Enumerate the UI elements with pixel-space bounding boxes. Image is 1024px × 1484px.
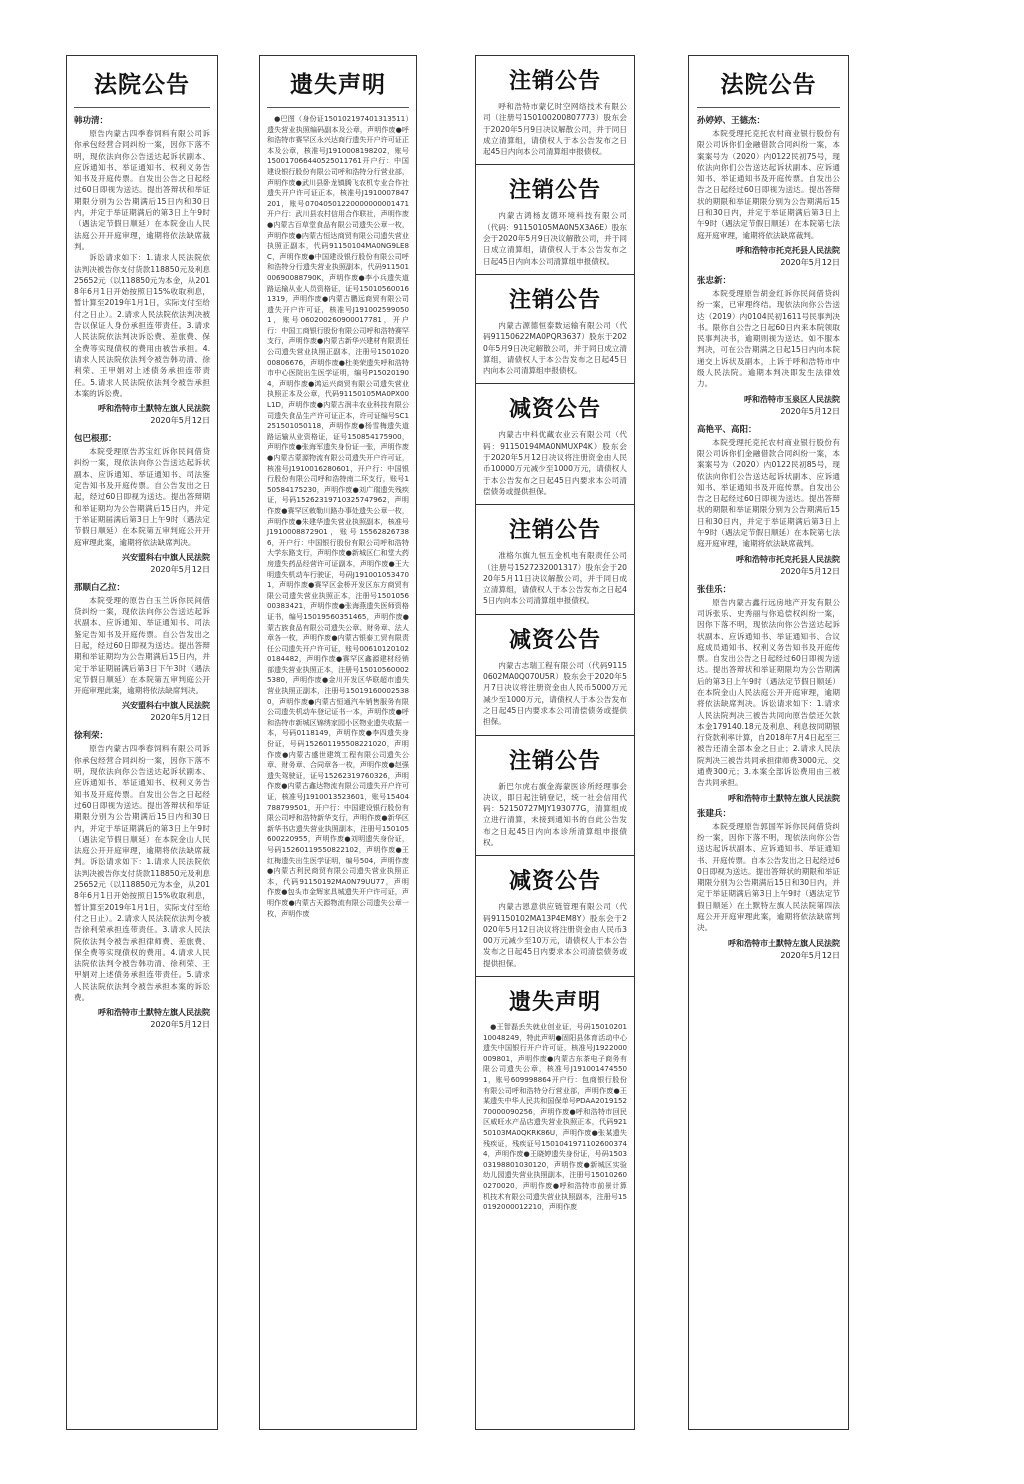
notice-addressee: 包巴根那： bbox=[74, 434, 117, 445]
notice-title: 注销公告 bbox=[508, 68, 601, 94]
notice-addressee: 孙婷婷、王德杰： bbox=[697, 116, 766, 126]
notice-block bbox=[476, 615, 634, 736]
notice-body: 内蒙古源德恒泰数运输有限公司（代码91150622MA0PQR3637）股东于2020年5月9日决定解散公司，并于同日成立清算组，请债权人于本公告发布之日起45日内向本公司清算组申报债权。 bbox=[483, 320, 627, 376]
notice-block bbox=[476, 275, 634, 384]
divider bbox=[267, 107, 409, 108]
court-notice-column-1 bbox=[66, 55, 218, 1430]
notice-date: 2020年5月12日 bbox=[150, 1020, 210, 1030]
notice-court: 呼和浩特市土默特左旗人民法院 bbox=[98, 1008, 210, 1018]
notice-title: 减资公告 bbox=[508, 396, 601, 423]
notice-block bbox=[476, 56, 634, 165]
notice-court: 兴安盟科右中旗人民法院 bbox=[122, 552, 210, 562]
column-title: 法院公告 bbox=[720, 71, 817, 98]
notice-date: 2020年5月12日 bbox=[780, 950, 840, 960]
notice-date: 2020年5月12日 bbox=[780, 406, 840, 416]
notice-court: 呼和浩特市托克托县人民法院 bbox=[736, 554, 840, 564]
notice-body: 内蒙古鸿杨友德环境科技有限公司（代码：91150105MA0N5X3A6E）股东会于2020年5月9日决议解散公司，并于同日成立清算组，请债权人于本公告发布之日起45日内向本公司清算组申报债权。 bbox=[483, 211, 627, 266]
notice-title: 注销公告 bbox=[508, 517, 601, 544]
notice-body: 本院受理原告胡金红诉你民间借贷纠纷一案，已审理终结。现依法向你公告送达（2019）内0104民初1611号民事判决书。限你自公告之日起60日内来本院领取民事判决书，逾期则视为送达。如不服本判决，可在公告期满之日起15日内向本院递交上诉状及副本，上诉于呼和浩特市中级人民法院。逾期本判决即发生法律效力。 bbox=[697, 288, 840, 389]
divider bbox=[697, 107, 840, 108]
notice-court: 兴安盟科右中旗人民法院 bbox=[122, 701, 210, 711]
notice-body: 本院受理原告郭国军诉你民间借贷纠纷一案，因你下落不明，现依法向你公告送达起诉状副本、应诉通知书、举证通知书、开庭传票。自本公告发出之日起经过60日即视为送达。提出答辩状的期限和举证期限分别为公告期满后15日和30日内，并定于举证期满后第3日上午9时（遇法定节假日顺延）在土默特左旗人民法院第四法庭公开开庭审理此案，逾期将依法缺席判决。 bbox=[697, 821, 840, 933]
notice-addressee: 徐利荣： bbox=[74, 731, 109, 742]
notice-block bbox=[476, 384, 634, 505]
divider bbox=[74, 107, 210, 108]
lost-statement-column bbox=[259, 55, 417, 1430]
notice-date: 2020年5月12日 bbox=[150, 564, 210, 574]
notice-addressee: 张佳乐： bbox=[697, 584, 732, 595]
notice-body: 内蒙古中科优藏农业云有限公司（代码：91150194MA0NMUXP4K）股东会于2020年5月12日决议将注册资金由人民币10000万元减少至1000万元，请债权人于本公告发布之日起45日内要求本公司清偿债务或提供担保。 bbox=[483, 430, 627, 496]
column-title: 遗失声明 bbox=[290, 71, 386, 98]
notice-body: 本院受理托克托农村商业银行股份有限公司诉你们金融借款合同纠纷一案，本案案号为（2020）内0122民初85号，现依法向你们公告送达起诉状副本、应诉通知书、举证通知书及开庭传票。自发出公告之日起经过60日即视为送达。提出答辩状的期限和举证期限分别为公告期满后15日和30日内，并定于举证期满后第3日上午9时（遇法定节假日顺延）在本院第七法庭开庭审理，逾期将依法缺席裁判。 bbox=[697, 437, 840, 549]
notice-body: 本院受理的原告白玉兰诉你民间借贷纠纷一案，现依法向你公告送达起诉状副本、应诉通知、举证通知书、司法鉴定告知书及开庭传票。自公告发出之日起，经过60日即视为送达。提出答辩期和举证期均为公告期满后15日内，并定于举证期届满后第3日下午3时（遇法定节假日顺延）在本院第五审判庭公开开庭审理此案，逾期将依法缺席判决。 bbox=[74, 595, 210, 696]
notice-title: 减资公告 bbox=[508, 868, 601, 895]
notice-body: 原告内蒙古四季春饲料有限公司诉你承包经营合同纠纷一案，因你下落不明，现依法向你公告送达起诉状副本、应诉通知书、举证通知书、权利义务告知书及开庭传票。自发出公告之日起经过60日即视为送达。提出答辩状和举证期限分别为公告期满后15日内和30日内，并定于举证期满后的第3日上午9时（遇法定节假日顺延）在本院金山人民法庭公开开庭审理，逾期将依法缺席裁判。诉讼请求如下：1.请求人民法院依法判决被告你支付货款118850元及利息25652元（以118850元为本金，从2018年6月1日开始按照日15%收取利息，暂计算至2019年1月1日，实际支付至给付之日止）。2.请求人民法院依法判令被告徐利荣承担连带责任。3.请求人民法院依法判令被告承担律师费、差旅费、保全费等实现债权的费用。4.请求人民法院依法判令被告韩功清、徐利荣、王甲娟对上述债务承担连带责任。5.请求人民法院依法判令被告承担本案的诉讼费。 bbox=[74, 744, 210, 1002]
notice-block bbox=[476, 165, 634, 274]
notice-block bbox=[476, 977, 634, 1220]
notice-body: 内蒙古志瑞工程有限公司（代码91150602MA0Q070U5R）股东会于2020年5月7日决议将注册资金由人民币5000万元减少至1000万元，请债权人于本公告发布之日起45日内要求本公司清偿债务或提供担保。 bbox=[483, 660, 627, 727]
notice-court: 呼和浩特市土默特左旗人民法院 bbox=[98, 404, 210, 414]
notice-date: 2020年5月12日 bbox=[780, 257, 840, 267]
notice-body: 原告内蒙古四季春饲料有限公司诉你承包经营合同纠纷一案，因你下落不明，现依法向你公告送达起诉状副本、应诉通知书、举证通知书、权利义务告知书及开庭传票。自发出公告之日起经过60日即视为送达。提出答辩状和举证期限分别为公告期满后15日内和30日内，并定于举证期满后的第3日上午9时（遇法定节假日顺延）在本院金山人民法庭公开开庭审理，逾期将依法缺席裁判。 bbox=[74, 129, 210, 251]
notice-addressee: 那顺白乙拉： bbox=[74, 582, 126, 593]
notice-addressee: 张忠新： bbox=[697, 275, 732, 286]
company-notice-column bbox=[475, 55, 635, 1430]
notice-court: 呼和浩特市托克托县人民法院 bbox=[736, 245, 840, 255]
court-notice-column-2 bbox=[688, 55, 849, 1430]
notice-body: 呼和浩特市蒙亿时空网络技术有限公司（注册号150100200807773）股东会于2020年5月9日决议解散公司，并于同日成立清算组，请债权人于本公告发布之日起45日内向本公司清算组申报债权。 bbox=[483, 102, 627, 157]
notice-date: 2020年5月12日 bbox=[150, 416, 210, 426]
notice-title: 减资公告 bbox=[508, 626, 601, 653]
notice-court: 呼和浩特市土默特左旗人民法院 bbox=[728, 793, 840, 803]
notice-body: 本院受理托克托农村商业银行股份有限公司诉你们金融借款合同纠纷一案，本案案号为（2020）内0122民初75号，现依法向你们公告送达起诉状副本、应诉通知书、举证通知书及开庭传票。自发出公告之日起经过60日即视为送达。提出答辩状的期限和举证期限分别为公告期满后15日和30日内，并定于举证期满后第3日上午9时（遇法定节假日顺延）在本院第七法庭开庭审理，逾期将依法缺席裁判。 bbox=[697, 129, 840, 240]
notice-body: 本院受理原告苏宝红诉你民间借贷纠纷一案，现依法向你公告送达起诉状副本、应诉通知、举证通知书、司法鉴定告知书及开庭传票。自公告发出之日起，经过60日即视为送达。提出答辩期和举证期均为公告期满后15日内，并定于举证期届满后第3日上午9时（遇法定节假日顺延）在本院第五审判庭公开开庭审理此案，逾期将依法缺席判决。 bbox=[74, 447, 210, 547]
notice-block bbox=[476, 736, 634, 857]
notice-body: ●王智磊丢失就业创业证，号码1501020110048249，特此声明●固阳县体育活动中心遗失中国银行开户许可证，核准号J1922000009801，声明作废●内蒙古东茶电子商务有限公司遗失公章，核准号J1910014745501，账号609998864开户行：包商银行股份有限公司呼和浩特分行营业部，声明作废●王某遗失中华人民共和国保单号PDAA201915270000090256，声明作废●呼和浩特市回民区威旺水产品店遗失营业执照正本，代码92150103MA0QKRK86U，声明作废●张某遗失残疾证，残疾证号15010419711026003744，声明作废●王晓婷遗失身份证，号码150303198801030120，声明作废●新城区实验幼儿园遗失营业执照副本，注册号150102600270020，声明作废●呼和浩特市前景计算机技术有限公司遗失营业执照副本，注册号150192000012210，声明作废 bbox=[483, 1022, 627, 1212]
notice-addressee: 韩功清： bbox=[74, 116, 109, 126]
column-title: 法院公告 bbox=[94, 71, 190, 98]
notice-date: 2020年5月12日 bbox=[780, 566, 840, 576]
notice-addressee: 高艳平、高阳： bbox=[697, 424, 757, 435]
notice-court: 呼和浩特市土默特左旗人民法院 bbox=[728, 938, 840, 948]
notice-body: 原告内蒙古鑫行远房地产开发有限公司诉张乐、史秀丽与你追偿权纠纷一案，因你下落不明，现依法向你公告送达起诉状副本、应诉通知书、举证通知书、合议庭成员通知书、权利义务告知书及开庭传票。自发出公告之日起经过60日即视为送达。提出答辩状和举证期限均为公告期满后的第3日上午9时（遇法定节假日顺延）在本院金山人民法庭公开开庭审理，逾期将依法缺席判决。诉讼请求如下：1.请求人民法院判决三被告共同向原告偿还欠款本金179140.18元及利息、利息按同期银行贷款利率计算，自2018年7月4日起至三被告还清全部本金之日止；2.请求人民法院判决三被告共同承担律师费3000元、交通费300元；3.本案全部诉讼费用由三被告共同承担。 bbox=[697, 597, 840, 788]
notice-court: 呼和浩特市玉泉区人民法院 bbox=[744, 394, 840, 404]
notice-title: 注销公告 bbox=[508, 286, 601, 313]
lost-statement-body: ●巴图（身份证150102197401313511）遗失营业执照编码副本及公章，声明作废●呼和浩特市赛罕区永兴达商行遗失开户许可证正本及公章，核准号J1910008198202，账号150017066440525011761开户行：中国建设银行股份有限公司呼和浩特分行营业部，声明作废●武川县卧龙镇腾飞农机专业合作社遗失开户许可证正本，核准号J1910007847201，账号07040501220000000001471开户行：武川县农村信用合作联社，声明作废●内蒙古百草堂食品有限公司遗失公章一枚，声明作废●内蒙古恒达商贸有限公司遗失营业执照正副本，代码91150104MA0NG9LE8C，声明作废●中国建设银行股份有限公司呼和浩特分行遗失营业执照副本，代码91150100690088790K，声明作废●李小兵遗失道路运输从业人员资格证，证号150105600161319，声明作废●内蒙古鹏远商贸有限公司遗失开户许可证，核准号J1910025990501，账号060200260900017781，开户行：中国工商银行股份有限公司呼和浩特赛罕支行，声明作废●内蒙古新华兴建材有限责任公司遗失营业执照正副本，注册号150102000806676，声明作废●杜美荣遗失呼和浩特市中心医院出生医学证明，编号P150201904，声明作废●鸿运兴商贸有限公司遗失营业执照正本及公章，代码91150105MA0PX00L1D，声明作废●内蒙古润丰农业科技有限公司遗失食品生产许可证正本，许可证编号SC1251501050118，声明作废●杨雪梅遗失道路运输从业资格证，证号150854175900，声明作废●张海军遗失身份证一张，声明作废●内蒙古蒙源物流有限公司遗失开户许可证，核准号J1910016280601，开户行：中国银行股份有限公司呼和浩特南二环支行，账号150584175230，声明作废●刘广瑞遗失残疾证，号码15262319710325747962，声明作废●赛罕区敕勒川路办事处遗失公章一枚，声明作废●朱建华遗失营业执照副本，核准号J1910008872901，账号155628267386，开户行：中国银行股份有限公司呼和浩特大学东路支行，声明作废●新城区仁和堂大药房遗失药品经营许可证副本，声明作废●王大明遗失机动车行驶证，号码J1910010534701，声明作废●赛罕区金桥开发区东方商贸有限公司遗失营业执照正本，注册号150105600383421，声明作废●张海燕遗失医师资格证书，编号15019560351465，声明作废●蒙古族食品有限公司遗失公章、财务章、法人章各一枚，声明作废●内蒙古银泰工贸有限责任公司遗失开户许可证，账号006101201020184482，声明作废●赛罕区鑫源建材经销部遗失营业执照正本，注册号150105600025380，声明作废●金川开发区华联超市遗失营业执照正副本，注册号150191600025380，声明作废●内蒙古恒通汽车销售服务有限公司遗失机动车登记证书一本，声明作废●呼和浩特市新城区锦绣家园小区物业遗失收据一本，号码0118149，声明作废●李四遗失身份证，号码152601195508221020，声明作废●内蒙古盛世建筑工程有限公司遗失公章、财务章、合同章各一枚，声明作废●赵强遗失驾驶证，证号15262319760326，声明作废●内蒙古鑫达物流有限公司遗失开户许可证，核准号J1910013523601，账号15404788799501，开户行：中国建设银行股份有限公司呼和浩特新华支行，声明作废●新华区新华书店遗失营业执照副本，注册号150105600220955，声明作废●刘明遗失身份证，号码15260119550822102，声明作废●王红梅遗失出生医学证明，编号504，声明作废●内蒙古利民商贸有限公司遗失营业执照正本，代码91150192MA0N79UU77，声明作废●包头市金辉家具城遗失开户许可证，声明作废●内蒙古天源物流有限公司遗失公章一枚，声明作废 bbox=[267, 114, 409, 918]
notice-block bbox=[476, 505, 634, 614]
notice-block bbox=[476, 856, 634, 977]
notice-body: 新巴尔虎右旗金海蒙医诊所经理事会决议，即日起注销登记，统一社会信用代码：52150727MJY193077G，清算组成立进行清算，未接到通知书的自此公告发布之日起45日内向本诊所清算组申报债权。 bbox=[483, 781, 627, 847]
notice-title: 注销公告 bbox=[508, 177, 601, 204]
notice-date: 2020年5月12日 bbox=[150, 713, 210, 723]
notice-body: 准格尔旗九恒五金机电有限责任公司（注册号1527232001317）股东会于2020年5月11日决议解散公司，并于同日成立清算组，请债权人于本公告发布之日起45日内向本公司清算组申报债权。 bbox=[483, 551, 627, 606]
notice-body: 诉讼请求如下：1.请求人民法院依法判决被告你支付货款118850元及利息25652元（以118850元为本金，从2018年6月1日开始按照日15%收取利息，暂计算至2019年1月1日，实际支付至给付之日止）。2.请求人民法院依法判决被告以保证人身份承担连带责任。3.请求人民法院依法判决诉讼费、差旅费、保全费等实现债权的费用由被告承担。4.请求人民法院依法判令被告韩功清、徐利荣、王甲娟对上述债务承担连带责任。5.请求人民法院依法判令被告承担本案的诉讼费。 bbox=[74, 253, 210, 398]
notice-title: 注销公告 bbox=[508, 747, 601, 774]
notice-body: 内蒙古恩意供应链管理有限公司（代码91150102MA13P4EM8Y）股东会于2020年5月12日决议将注册资金由人民币300万元减少至10万元，请债权人于本公告发布之日起45日内要求本公司清偿债务或提供担保。 bbox=[483, 902, 627, 968]
notice-addressee: 张建兵： bbox=[697, 808, 732, 819]
notice-title: 遗失声明 bbox=[508, 989, 601, 1016]
